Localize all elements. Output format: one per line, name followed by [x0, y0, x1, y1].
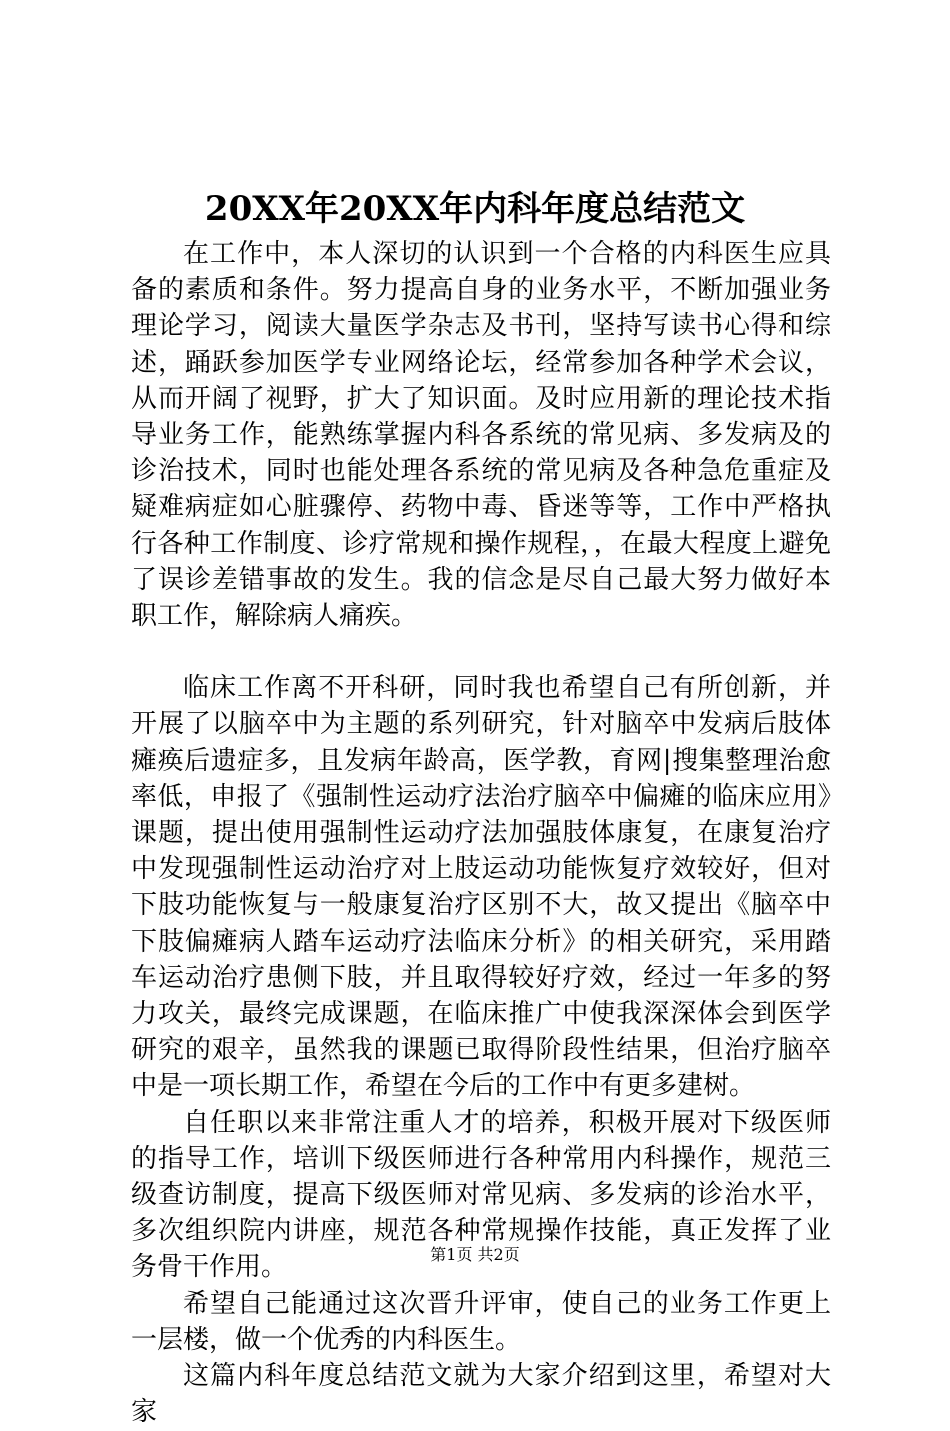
- paragraph-work-overview: 在工作中，本人深切的认识到一个合格的内科医生应具备的素质和条件。努力提高自身的业务水平，不断加强业务理论学习，阅读大量医学杂志及书刊，坚持写读书心得和综述，踊跃参加医学专业网络论坛，经常参加各种学术会议，从而开阔了视野，扩大了知识面。及时应用新的理论技术指导业务工作，能熟练掌握内科各系统的常见病、多发病及的诊治技术，同时也能处理各系统的常见病及各种急危重症及疑难病症如心脏骤停、药物中毒、昏迷等等，工作中严格执行各种工作制度、诊疗常规和操作规程，，在最大程度上避免了误诊差错事故的发生。我的信念是尽自己最大努力做好本职工作，解除病人痛疾。: [131, 239, 831, 632]
- paragraph-closing: 这篇内科年度总结范文就为大家介绍到这里，希望对大家: [131, 1361, 831, 1428]
- document-title: 20XX年20XX年内科年度总结范文: [204, 189, 746, 229]
- paragraph-promotion-hope: 希望自己能通过这次晋升评审，使自己的业务工作更上一层楼，做一个优秀的内科医生。: [131, 1288, 831, 1355]
- page-footer: 第1页 共2页: [430, 1245, 520, 1264]
- paragraph-training: 自任职以来非常注重人才的培养，积极开展对下级医师的指导工作，培训下级医师进行各种常用内科操作，规范三级查访制度，提高下级医师对常见病、多发病的诊治水平，多次组织院内讲座，规范各种常规操作技能，真正发挥了业务骨干作用。: [131, 1107, 831, 1283]
- paragraph-research: 临床工作离不开科研，同时我也希望自己有所创新，并开展了以脑卒中为主题的系列研究，针对脑卒中发病后肢体瘫痪后遗症多，且发病年龄高，医学教，育网|搜集整理治愈率低，申报了《强制性运动疗法治疗脑卒中偏瘫的临床应用》课题，提出使用强制性运动疗法加强肢体康复，在康复治疗中发现强制性运动治疗对上肢运动功能恢复疗效较好，但对下肢功能恢复与一般康复治疗区别不大，故又提出《脑卒中下肢偏瘫病人踏车运动疗法临床分析》的相关研究，采用踏车运动治疗患侧下肢，并且取得较好疗效，经过一年多的努力攻关，最终完成课题，在临床推广中使我深深体会到医学研究的艰辛，虽然我的课题已取得阶段性结果，但治疗脑卒中是一项长期工作，希望在今后的工作中有更多建树。: [131, 673, 831, 1102]
